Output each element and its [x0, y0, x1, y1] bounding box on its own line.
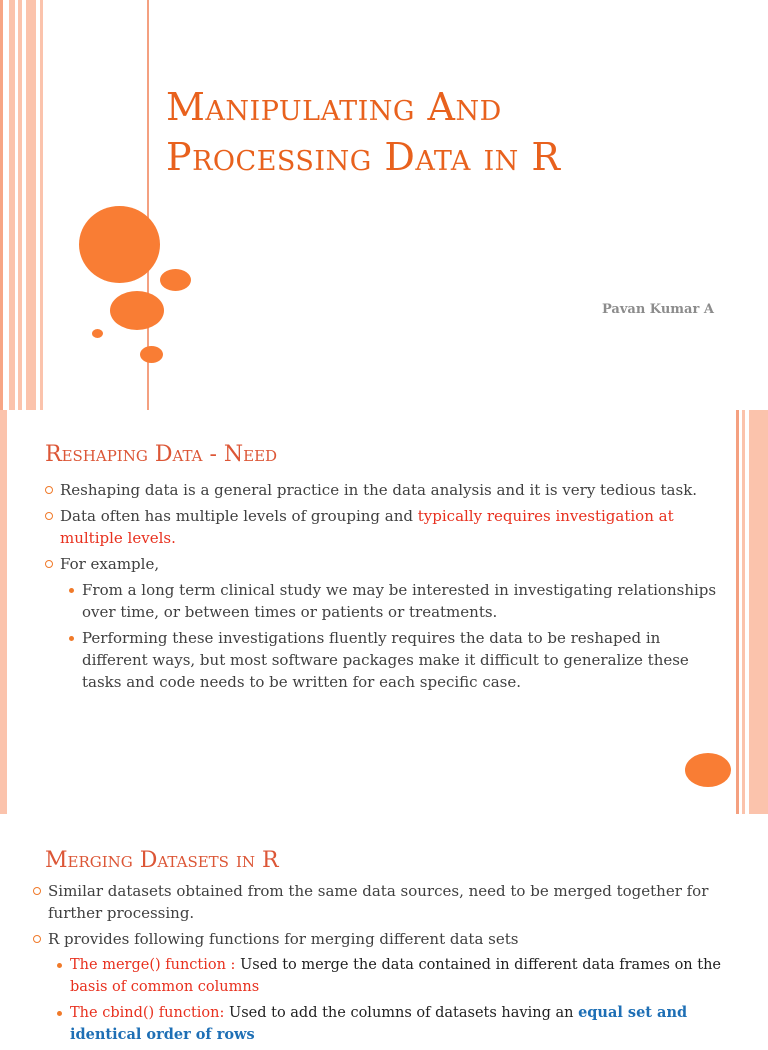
sub-bullet-text: Performing these investigations fluently requires the data to be reshaped in different ways, but most software packages make it difficult to generalize these tasks and code needs to be written for each specific case.	[82, 629, 689, 691]
bullet-text: Reshaping data is a general practice in the data analysis and it is very tedious task.	[60, 481, 698, 499]
bullet-highlight: equal set and identical order of rows	[70, 1004, 688, 1043]
merging-slide	[0, 814, 768, 1043]
left-stripe	[0, 0, 3, 410]
sub-list	[67, 579, 725, 693]
decorative-circle	[160, 269, 191, 291]
sub-list-item	[67, 579, 725, 623]
bullet-text: For example,	[60, 555, 160, 573]
title-line-1: Manipulating And	[166, 85, 502, 129]
decorative-circle	[92, 329, 103, 338]
list-item	[45, 553, 725, 693]
sub-list-item	[55, 1002, 723, 1046]
left-stripe	[9, 0, 15, 410]
sub-list-item	[55, 954, 723, 998]
sub-bullet-text: From a long term clinical study we may be interested in investigating relationships over time, or between times or patients or treatments.	[82, 581, 717, 621]
list-item	[45, 479, 725, 501]
left-stripe	[18, 0, 22, 410]
bullet-list	[45, 479, 725, 697]
right-stripe	[736, 410, 739, 814]
list-item	[33, 928, 723, 1046]
bullet-highlight: typically requires investigation at multiple levels.	[60, 507, 674, 547]
list-item	[45, 505, 725, 549]
sub-bullet-text: Used to merge the data contained in different data frames on the	[240, 957, 721, 973]
sub-list-item	[67, 627, 725, 693]
slide-heading: Merging Datasets in R	[45, 848, 279, 873]
decorative-circle	[110, 291, 164, 330]
left-stripe	[40, 0, 43, 410]
slide-heading: Reshaping Data - Need	[45, 442, 278, 467]
sub-bullet-text: Used to add the columns of datasets having an	[228, 1005, 579, 1021]
decorative-circle	[79, 206, 160, 283]
left-stripe	[0, 410, 7, 814]
list-item	[33, 880, 723, 924]
function-label: The cbind() function:	[70, 1005, 229, 1021]
bullet-text: Data often has multiple levels of grouping and	[60, 507, 418, 525]
title-line-2: Processing Data in R	[166, 135, 561, 179]
left-stripe	[26, 0, 36, 410]
slide-title	[166, 82, 560, 182]
decorative-circle	[685, 753, 731, 787]
author-name: Pavan Kumar A	[602, 302, 714, 317]
title-slide	[0, 0, 768, 410]
right-stripe	[742, 410, 745, 814]
bullet-highlight: basis of common columns	[70, 979, 260, 995]
bullet-text: Similar datasets obtained from the same data sources, need to be merged together for further processing.	[48, 882, 709, 922]
bullet-text: R provides following functions for merging different data sets	[48, 930, 519, 948]
sub-list	[55, 954, 723, 1046]
bullet-list	[33, 880, 723, 1050]
right-stripe	[749, 410, 768, 814]
reshaping-slide	[0, 410, 768, 814]
function-label: The merge() function :	[70, 957, 241, 973]
decorative-circle	[140, 346, 163, 363]
